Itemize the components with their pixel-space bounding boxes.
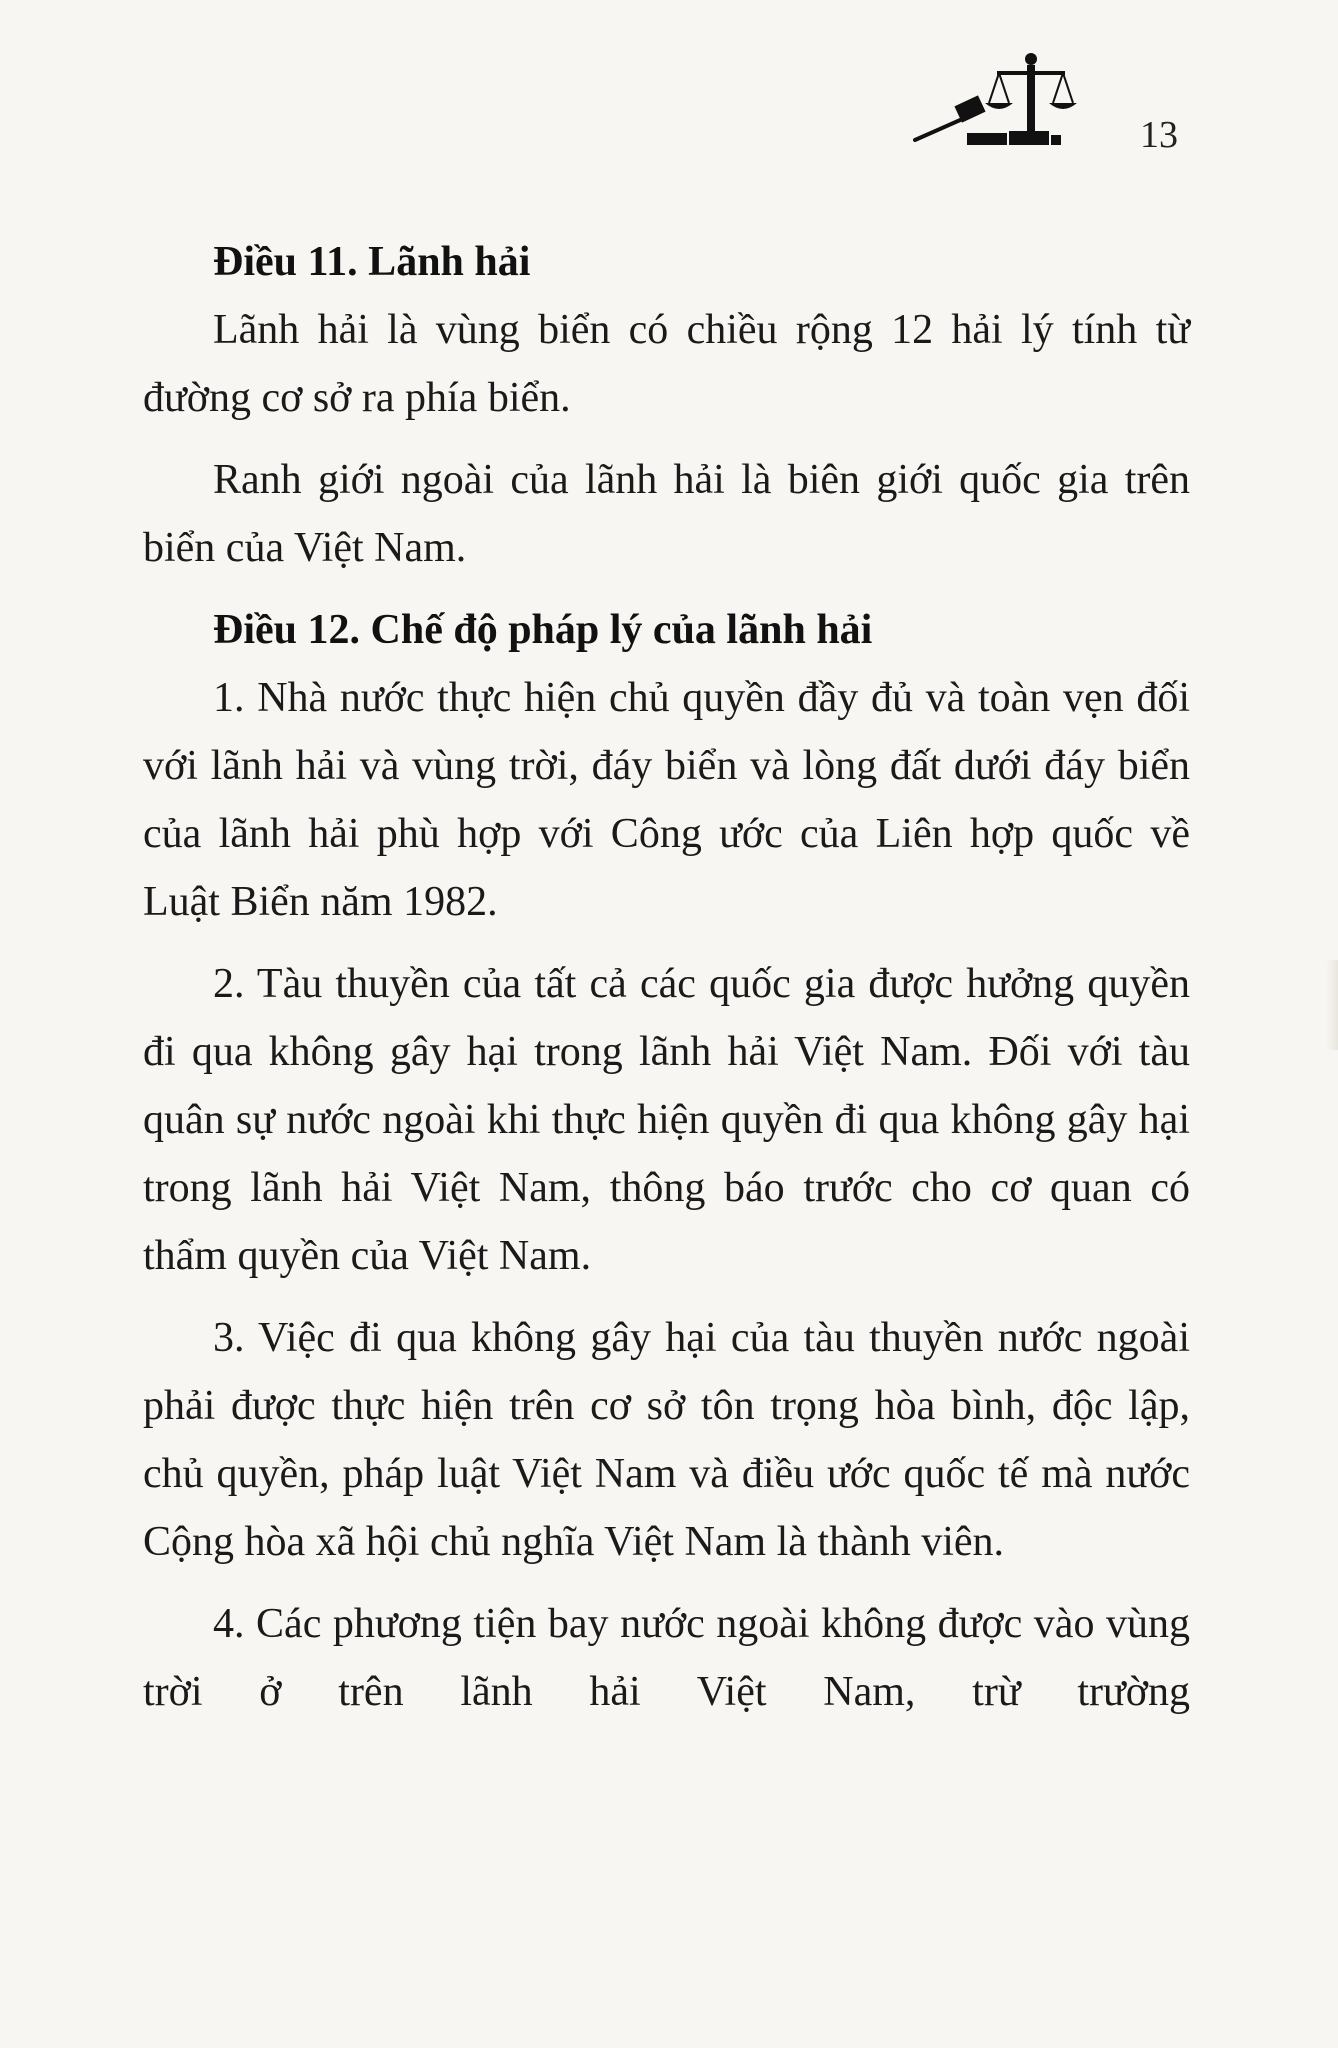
page-edge-shadow (1326, 960, 1338, 1050)
article-12-clause-1: 1. Nhà nước thực hiện chủ quyền đầy đủ và toàn vẹn đối với lãnh hải và vùng trời, đáy biển và lòng đất dưới đáy biển của lãnh hải phù hợp với Công ước của Liên hợp quốc về Luật Biển năm 1982. (143, 675, 1190, 925)
scales-of-justice-gavel-icon (905, 45, 1105, 155)
page-body (143, 228, 1190, 1740)
article-12-heading: Điều 12. Chế độ pháp lý của lãnh hải (213, 607, 873, 653)
article-12-clause-4: 4. Các phương tiện bay nước ngoài không được vào vùng trời ở trên lãnh hải Việt Nam, trừ trường (143, 1601, 1190, 1715)
page-header (905, 45, 1195, 165)
page-number: 13 (1140, 114, 1178, 156)
article-11-heading: Điều 11. Lãnh hải (213, 239, 531, 285)
article-12-clause-2: 2. Tàu thuyền của tất cả các quốc gia được hưởng quyền đi qua không gây hại trong lãnh hải Việt Nam. Đối với tàu quân sự nước ngoài khi thực hiện quyền đi qua không gây hại trong lãnh hải Việt Nam, thông báo trước cho cơ quan có thẩm quyền của Việt Nam. (143, 961, 1190, 1279)
article-12-clause-3: 3. Việc đi qua không gây hại của tàu thuyền nước ngoài phải được thực hiện trên cơ sở tôn trọng hòa bình, độc lập, chủ quyền, pháp luật Việt Nam và điều ước quốc tế mà nước Cộng hòa xã hội chủ nghĩa Việt Nam là thành viên. (143, 1315, 1190, 1565)
article-11-paragraph-1: Lãnh hải là vùng biển có chiều rộng 12 hải lý tính từ đường cơ sở ra phía biển. (143, 307, 1190, 421)
article-11-paragraph-2: Ranh giới ngoài của lãnh hải là biên giới quốc gia trên biển của Việt Nam. (143, 457, 1190, 571)
